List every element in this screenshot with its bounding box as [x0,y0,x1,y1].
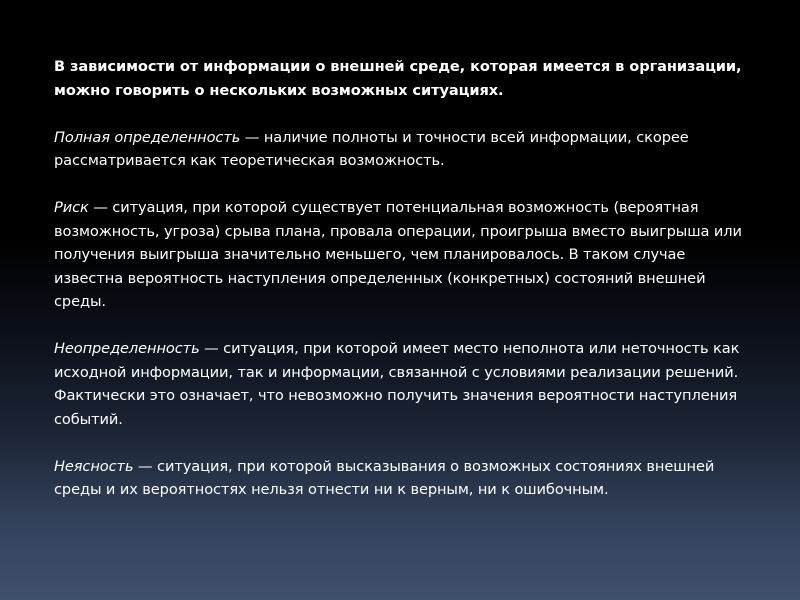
term-risk: Риск [54,199,89,216]
definition-full-certainty [54,126,754,173]
definition-uncertainty [54,337,754,431]
slide-content [54,55,754,525]
definition-text-risk: — ситуация, при которой существует потенциальная возможность (вероятная возможность, угроза) срыва плана, провала операции, проигрыша вместо выигрыша или получения выигрыша значительно меньшего, чем планировалось. В таком случае известна вероятность наступления определенных (конкретных) состояний внешней среды. [54,199,742,310]
definition-risk [54,196,754,314]
definition-text-uncertainty: — ситуация, при которой имеет место неполнота или неточность как исходной информации, так и информации, связанной с условиями реализации решений. Фактически это означает, что невозможно получить значения вероятности наступления событий. [54,340,740,428]
term-uncertainty: Неопределенность [54,340,200,357]
definition-ambiguity [54,455,754,502]
definition-text-full-certainty: — наличие полноты и точности всей информации, скорее рассматривается как теоретическая возможность. [54,128,689,169]
definition-text-ambiguity: — ситуация, при которой высказывания о возможных состояниях внешней среды и их вероятностях нельзя отнести ни к верным, ни к ошибочным. [54,457,715,498]
intro-paragraph: В зависимости от информации о внешней среде, которая имеется в организации, можно говорить о нескольких возможных ситуациях. [54,58,742,99]
term-full-certainty: Полная определенность [54,128,241,146]
term-ambiguity: Неясность [54,457,134,475]
